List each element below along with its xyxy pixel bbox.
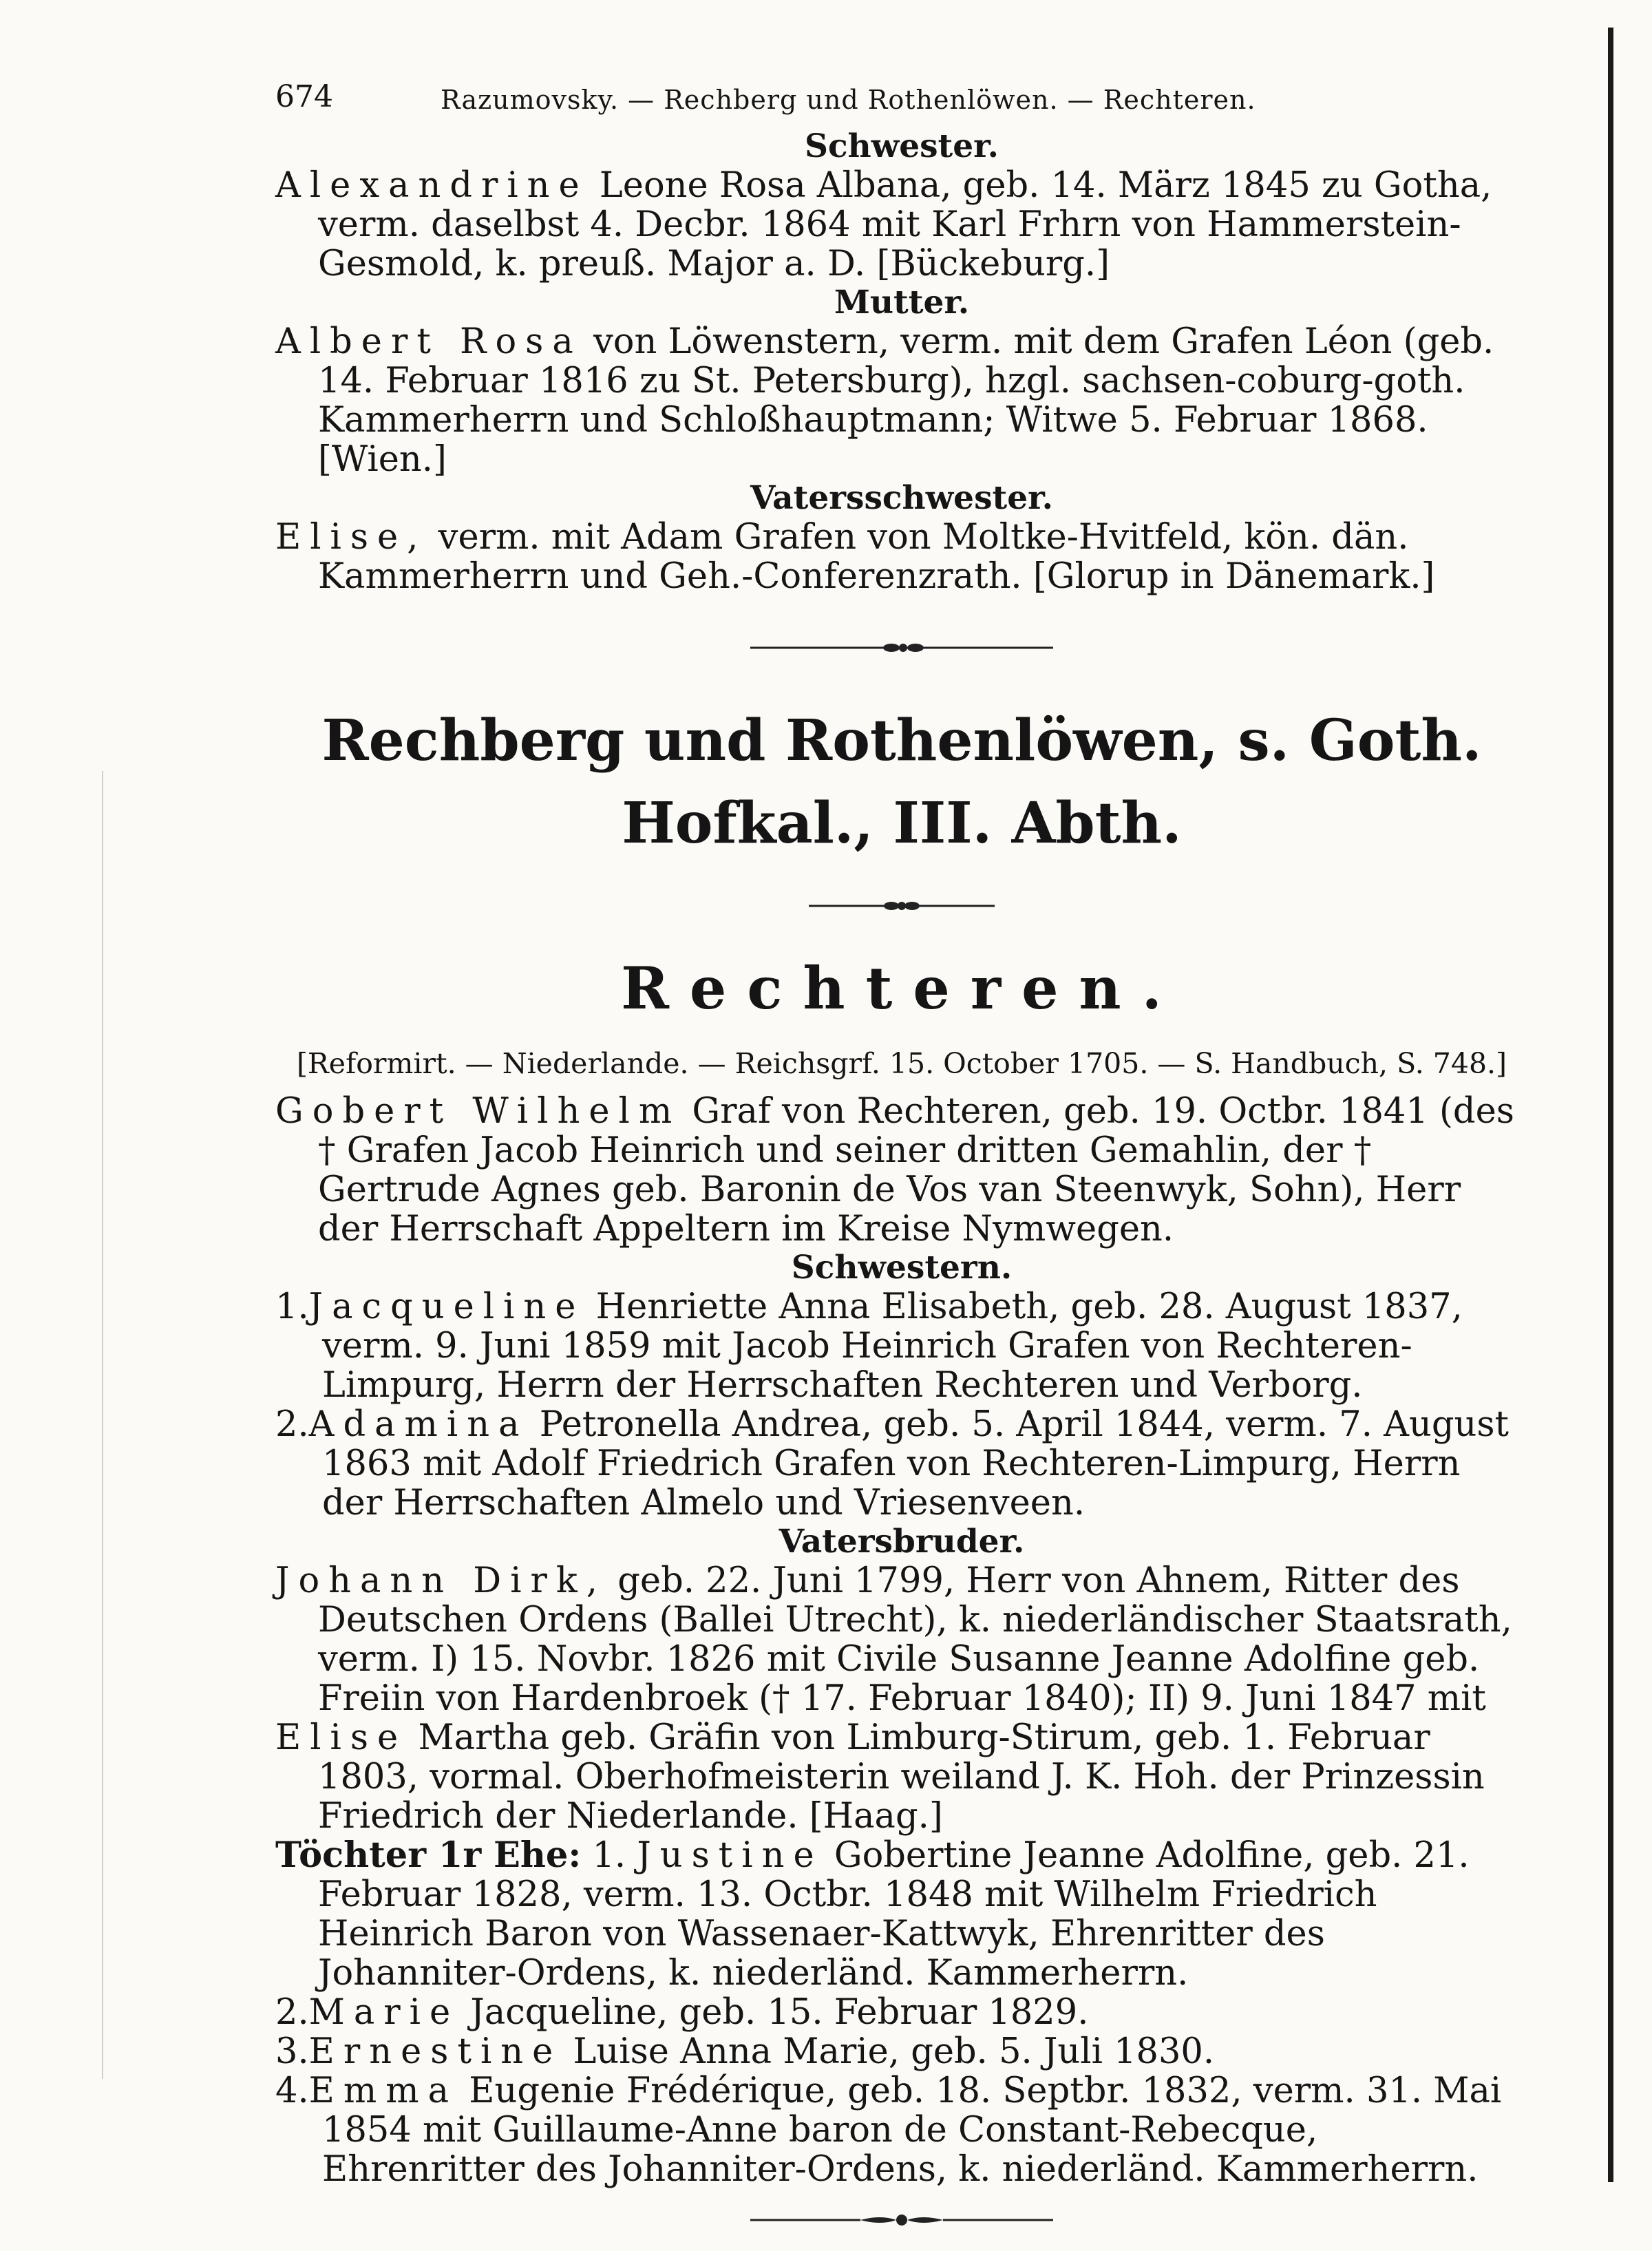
daughter-number: 4. bbox=[275, 2071, 309, 2111]
aunt-name: Elise, bbox=[275, 517, 427, 558]
uncle-wife-text: Martha geb. Gräfin von Limburg-Stirum, geb. 1. Februar 1803, vormal. Oberhofmeisterin weiland J. K. Hoh. der Prinzessin Friedrich der Niederlande. [Haag.] bbox=[318, 1718, 1485, 1837]
sister-entry bbox=[275, 166, 1528, 284]
aunt-text: verm. mit Adam Grafen von Moltke-Hvitfeld, kön. dän. Kammerherrn und Geh.-Conferenzrath. [Glorup in Dänemark.] bbox=[318, 517, 1435, 597]
uncle-text: geb. 22. Juni 1799, Herr von Ahnem, Ritter des Deutschen Ordens (Ballei Utrecht), k. niederländischer Staatsrath, verm. I) 15. Novbr. 1826 mit Civile Susanne Jeanne Adolfine geb. Freiin von Hardenbroek († 17. Februar 1840); II) 9. Juni 1847 mit bbox=[318, 1561, 1512, 1719]
page-number: 674 bbox=[275, 79, 333, 114]
daughter-text: Jacqueline, geb. 15. Februar 1829. bbox=[470, 1992, 1089, 2033]
sisters-heading: Schwestern. bbox=[791, 1249, 1013, 1287]
page-margin-line bbox=[102, 771, 103, 2079]
sister-text: Petronella Andrea, geb. 5. April 1844, verm. 7. August 1863 mit Adolf Friedrich Grafen von Rechteren-Limpurg, Herrn der Herrschaften Almelo und Vriesenveen. bbox=[322, 1404, 1510, 1523]
ornament-divider-icon bbox=[809, 899, 995, 913]
list-item bbox=[275, 1405, 1528, 1523]
daughters-entry bbox=[275, 1836, 1528, 1993]
sister-number: 2. bbox=[275, 1404, 309, 1445]
daughter-number: 3. bbox=[275, 2031, 309, 2072]
aunt-heading: Vatersschwester. bbox=[750, 479, 1053, 517]
sister-text: Henriette Anna Elisabeth, geb. 28. August 1837, verm. 9. Juni 1859 mit Jacob Heinrich Grafen von Rechteren-Limpurg, Herrn der Herrschaften Rechteren und Verborg. bbox=[322, 1287, 1463, 1406]
daughter-name: Marie bbox=[308, 1992, 460, 2033]
ornament-divider bbox=[275, 2189, 1528, 2251]
head-entry bbox=[275, 1092, 1528, 1249]
sister-name: Adamina bbox=[308, 1404, 529, 1445]
aunt-entry bbox=[275, 518, 1528, 596]
mother-heading: Mutter. bbox=[834, 284, 970, 321]
head-text: Graf von Rechteren, geb. 19. Octbr. 1841 (des † Grafen Jacob Heinrich und seiner dritten Gemahlin, der † Gertrude Agnes geb. Baronin de Vos van Steenwyk, Sohn), Herr der Herrschaft Appeltern im Kreise Nymwegen. bbox=[318, 1091, 1514, 1249]
sister-text: Leone Rosa Albana, geb. 14. März 1845 zu Gotha, verm. daselbst 4. Decbr. 1864 mit Karl Frhrn von Hammerstein-Gesmold, k. preuß. Major a. D. [Bückeburg.] bbox=[318, 165, 1492, 284]
sister-name: Jacqueline bbox=[308, 1287, 585, 1327]
uncle-wife-name: Elise bbox=[275, 1718, 407, 1758]
daughter-number: 2. bbox=[275, 1992, 309, 2033]
ornament-divider-icon bbox=[750, 2212, 1053, 2228]
page-edge-rule bbox=[1608, 28, 1613, 2182]
sister-heading: Schwester. bbox=[805, 127, 999, 165]
rechteren-title: Rechteren. bbox=[621, 954, 1183, 1022]
head-name: Gobert Wilhelm bbox=[275, 1091, 681, 1132]
page-header bbox=[275, 72, 1528, 127]
daughter-text: Gobertine Jeanne Adolfine, geb. 21. Februar 1828, verm. 13. Octbr. 1848 mit Wilhelm Friedrich Heinrich Baron von Wassenaer-Kattwyk, Ehrenritter des Johanniter-Ordens, k. niederländ. Kammerherrn. bbox=[318, 1835, 1470, 1994]
daughter-name: Justine bbox=[637, 1835, 823, 1876]
daughter-name: Emma bbox=[308, 2071, 458, 2111]
ornament-divider bbox=[275, 865, 1528, 947]
page-content bbox=[275, 72, 1528, 2251]
uncle-heading: Vatersbruder. bbox=[779, 1523, 1025, 1561]
list-item bbox=[275, 1993, 1528, 2032]
daughter-text: Eugenie Frédérique, geb. 18. Septbr. 1832, verm. 31. Mai 1854 mit Guillaume-Anne baron de Constant-Rebecque, Ehrenritter des Johanniter-Ordens, k. niederländ. Kammerherrn. bbox=[322, 2071, 1502, 2190]
sister-number: 1. bbox=[275, 1287, 309, 1327]
uncle-wife-entry bbox=[275, 1718, 1528, 1836]
mother-entry bbox=[275, 322, 1528, 479]
daughter-text: Luise Anna Marie, geb. 5. Juli 1830. bbox=[573, 2031, 1215, 2072]
list-item bbox=[275, 2032, 1528, 2071]
ornament-divider-icon bbox=[750, 641, 1053, 655]
mother-text: von Löwenstern, verm. mit dem Grafen Léon (geb. 14. Februar 1816 zu St. Petersburg), hzgl. sachsen-coburg-goth. Kammerherrn und Schloßhauptmann; Witwe 5. Februar 1868. [Wien.] bbox=[318, 321, 1494, 480]
ornament-divider bbox=[275, 596, 1528, 699]
daughter-number: 1. bbox=[592, 1835, 626, 1876]
list-item bbox=[275, 1287, 1528, 1405]
rechberg-title: Rechberg und Rothenlöwen, s. Goth. Hofkal., III. Abth. bbox=[321, 708, 1482, 856]
uncle-entry bbox=[275, 1561, 1528, 1718]
daughter-name: Ernestine bbox=[308, 2031, 562, 2072]
uncle-name: Johann Dirk, bbox=[275, 1561, 607, 1601]
daughters-label: Töchter 1r Ehe: bbox=[275, 1835, 582, 1876]
mother-name: Albert Rosa bbox=[275, 321, 582, 362]
running-title: Razumovsky. — Rechberg und Rothenlöwen. — Rechteren. bbox=[441, 85, 1256, 115]
list-item bbox=[275, 2071, 1528, 2189]
sister-name: Alexandrine bbox=[275, 165, 589, 206]
rechteren-intro: [Reformirt. — Niederlande. — Reichsgrf. 15. October 1705. — S. Handbuch, S. 748.] bbox=[296, 1047, 1507, 1080]
